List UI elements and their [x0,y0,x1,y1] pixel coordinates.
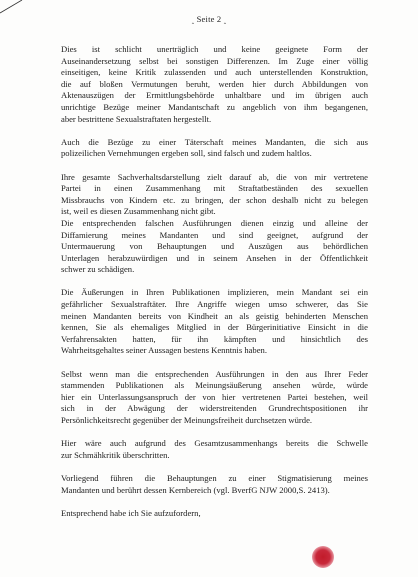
body-paragraph [61,473,368,496]
paragraph-gap [61,125,368,137]
text-line: zur Schmähkritik überschritten. [61,449,170,460]
scan-corner-mark [0,0,30,14]
text-line: Wahrheitsgehaltes seiner Aussagen bestens Kenntnis haben. [61,345,267,356]
text-line: Unterlagen herabzuwürdigen und in seinem Ansehen in der Öffentlichkeit [61,252,368,263]
text-line: kennen, Sie als ehemaliges Mitglied in der Bürgerinitiative Einsicht in die [61,322,368,333]
header-deco-right: ‸ [223,16,227,24]
text-line: meinen Mandanten bereits von Kindheit an als geistig behinderten Menschen [61,310,368,321]
text-line: Diffamierung meines Mandanten und sind geeignet, aufgrund der [61,229,368,240]
text-line: Mandanten und berührt dessen Kernbereich (vgl. BverfG NJW 2000,S. 2413). [61,484,330,495]
body-paragraph [61,287,368,357]
text-line: unrichtige Bezüge meiner Mandantschaft zu angeblich von ihm begangenen, [61,101,368,112]
text-line: Partei in einen Zusammenhang mit Straftatbeständen des sexuellen [61,183,368,194]
text-line: einseitigen, keine Kritik zulassenden und auch unterstellenden Konstruktion, [61,67,368,78]
text-line: Selbst wenn man die entsprechenden Ausführungen in den aus Ihrer Feder [61,368,368,379]
paragraph-gap [61,276,368,288]
text-line: Untermauerung von Behauptungen und Auszügen aus behördlichen [61,241,368,252]
page-number-label: Seite 2 [196,14,222,24]
text-line: Missbrauchs von Kindern etc. zu bringen, der schon deshalb nicht zu belegen [61,194,368,205]
paragraph-gap [61,461,368,473]
text-line: Persönlichkeitsrecht gegenüber der Meinungsfreiheit durchsetzen würde. [61,415,313,425]
text-line: Auseinandersetzung selbst bei sonstigen Differenzen. Im Zuge einer völlig [61,55,368,66]
text-line: ist, weil es diesen Zusammenhang nicht gibt. [61,206,216,217]
text-line: Aktenauszügen der Ermittlungsbehörde unhaltbare und im übrigen auch [61,90,368,101]
text-line: polizeilichen Vernehmungen ergeben soll, sind falsch und zudem haltlos. [61,148,312,159]
text-line: Die Äußerungen in Ihren Publikationen implizieren, mein Mandant sei ein [61,287,368,298]
text-line: Dies ist schlicht unerträglich und keine geeignete Form der [61,44,368,54]
text-line: gefährlicher Sexualstraftäter. Ihre Angriffe wiegen umso schwerer, das Sie [61,299,368,310]
text-line: Die entsprechenden falschen Ausführungen dienen einzig und alleine der [61,217,368,228]
body-paragraph [61,508,368,520]
text-line: Auch die Bezüge zu einer Täterschaft meines Mandanten, die sich aus [61,136,368,147]
paragraph-gap [61,427,368,439]
body-paragraph [61,137,368,160]
text-line: stammenden Publikationen als Meinungsäußerung ansehen würde, würde [61,380,368,391]
text-line: Entsprechend habe ich Sie aufzufordern, [61,507,201,518]
text-line: die auf bloßen Vermutungen beruht, werden hier durch Abbildungen von [61,78,368,89]
text-line: Ihre gesamte Sachverhaltsdarstellung zielt darauf ab, die von mir vertretene [61,171,368,182]
body-paragraph [61,438,368,461]
text-line: sich in der Abwägung der widerstreitenden Grundrechtspositionen ihr [61,403,368,414]
text-line: schwer zu schädigen. [61,264,135,275]
text-line: Hier wäre auch aufgrund des Gesamtzusammenhangs bereits die Schwelle [61,438,368,449]
red-stamp-mark [312,546,334,568]
text-line: hier ein Unterlassungsanspruch der von hier vertretenen Partei bestehen, weil [61,391,368,402]
paragraph-gap [61,357,368,369]
paragraph-gap [61,496,368,508]
body-paragraph [61,172,368,276]
text-line: Vorliegend führen die Behauptungen zu einer Stigmatisierung meines [61,472,368,483]
body-paragraph [61,369,368,427]
paragraph-gap [61,160,368,172]
letter-body [61,44,368,519]
text-line: Verfahrensakten hatten, für ihn kämpften und hinsichtlich des [61,333,368,344]
page-header [0,14,418,24]
body-paragraph [61,44,368,125]
text-line: aber bestrittene Sexualstraftaten hergestellt. [61,113,212,124]
header-deco-left: ‸ [191,16,195,24]
